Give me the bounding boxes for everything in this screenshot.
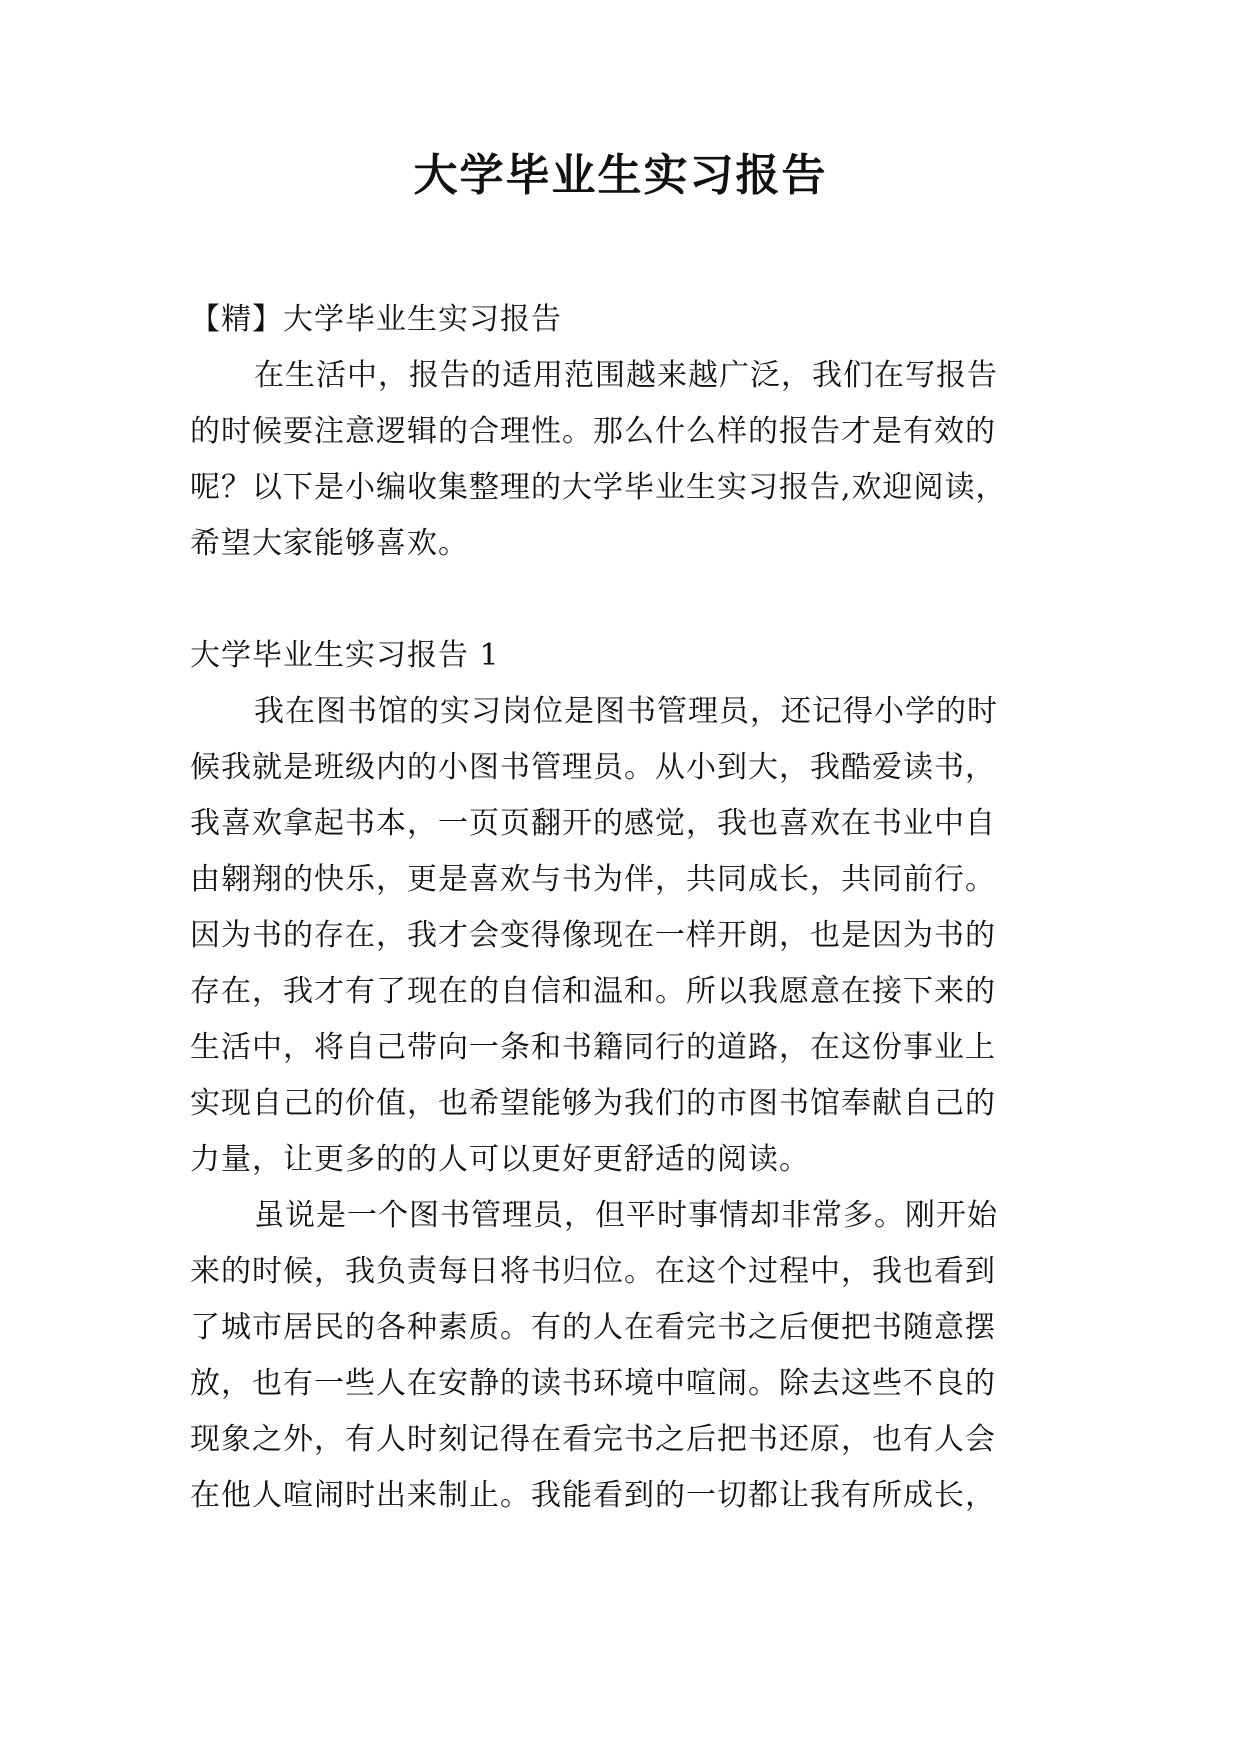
body-paragraph-1 (190, 684, 1070, 1188)
intro-line: 呢？以下是小编收集整理的大学毕业生实习报告,欢迎阅读， (190, 470, 1007, 505)
body-paragraph-2 (190, 1188, 1070, 1524)
paragraph-line: 生活中，将自己带向一条和书籍同行的道路，在这份事业上 (190, 1030, 996, 1065)
blank-line (190, 572, 1070, 628)
document-title: 大学毕业生实习报告 (413, 150, 828, 201)
document-subtitle: 【精】大学毕业生实习报告 (190, 302, 562, 337)
paragraph-line: 现象之外，有人时刻记得在看完书之后把书还原，也有人会 (190, 1422, 996, 1457)
paragraph-line: 放，也有一些人在安静的读书环境中喧闹。除去这些不良的 (190, 1366, 996, 1401)
section-heading: 大学毕业生实习报告 1 (190, 638, 500, 673)
paragraph-line: 虽说是一个图书管理员，但平时事情却非常多。刚开始 (254, 1198, 998, 1233)
paragraph-line: 我喜欢拿起书本，一页页翻开的感觉，我也喜欢在书业中自 (190, 806, 996, 841)
paragraph-line: 在他人喧闹时出来制止。我能看到的一切都让我有所成长， (190, 1478, 996, 1513)
paragraph-line: 实现自己的价值，也希望能够为我们的市图书馆奉献自己的 (190, 1086, 996, 1121)
paragraph-line: 因为书的存在，我才会变得像现在一样开朗，也是因为书的 (190, 918, 996, 953)
intro-paragraph (190, 348, 1070, 572)
paragraph-line: 我在图书馆的实习岗位是图书管理员，还记得小学的时 (254, 694, 998, 729)
paragraph-line: 存在，我才有了现在的自信和温和。所以我愿意在接下来的 (190, 974, 996, 1009)
paragraph-line: 了城市居民的各种素质。有的人在看完书之后便把书随意摆 (190, 1310, 996, 1345)
paragraph-line: 由翱翔的快乐，更是喜欢与书为伴，共同成长，共同前行。 (190, 862, 996, 897)
intro-line: 希望大家能够喜欢。 (190, 526, 469, 561)
paragraph-line: 力量，让更多的的人可以更好更舒适的阅读。 (190, 1142, 810, 1177)
intro-line: 的时候要注意逻辑的合理性。那么什么样的报告才是有效的 (190, 414, 996, 449)
intro-line: 在生活中，报告的适用范围越来越广泛，我们在写报告 (254, 358, 998, 393)
document-body (190, 292, 1070, 1524)
paragraph-line: 候我就是班级内的小图书管理员。从小到大，我酷爱读书， (190, 750, 996, 785)
paragraph-line: 来的时候，我负责每日将书归位。在这个过程中，我也看到 (190, 1254, 996, 1289)
